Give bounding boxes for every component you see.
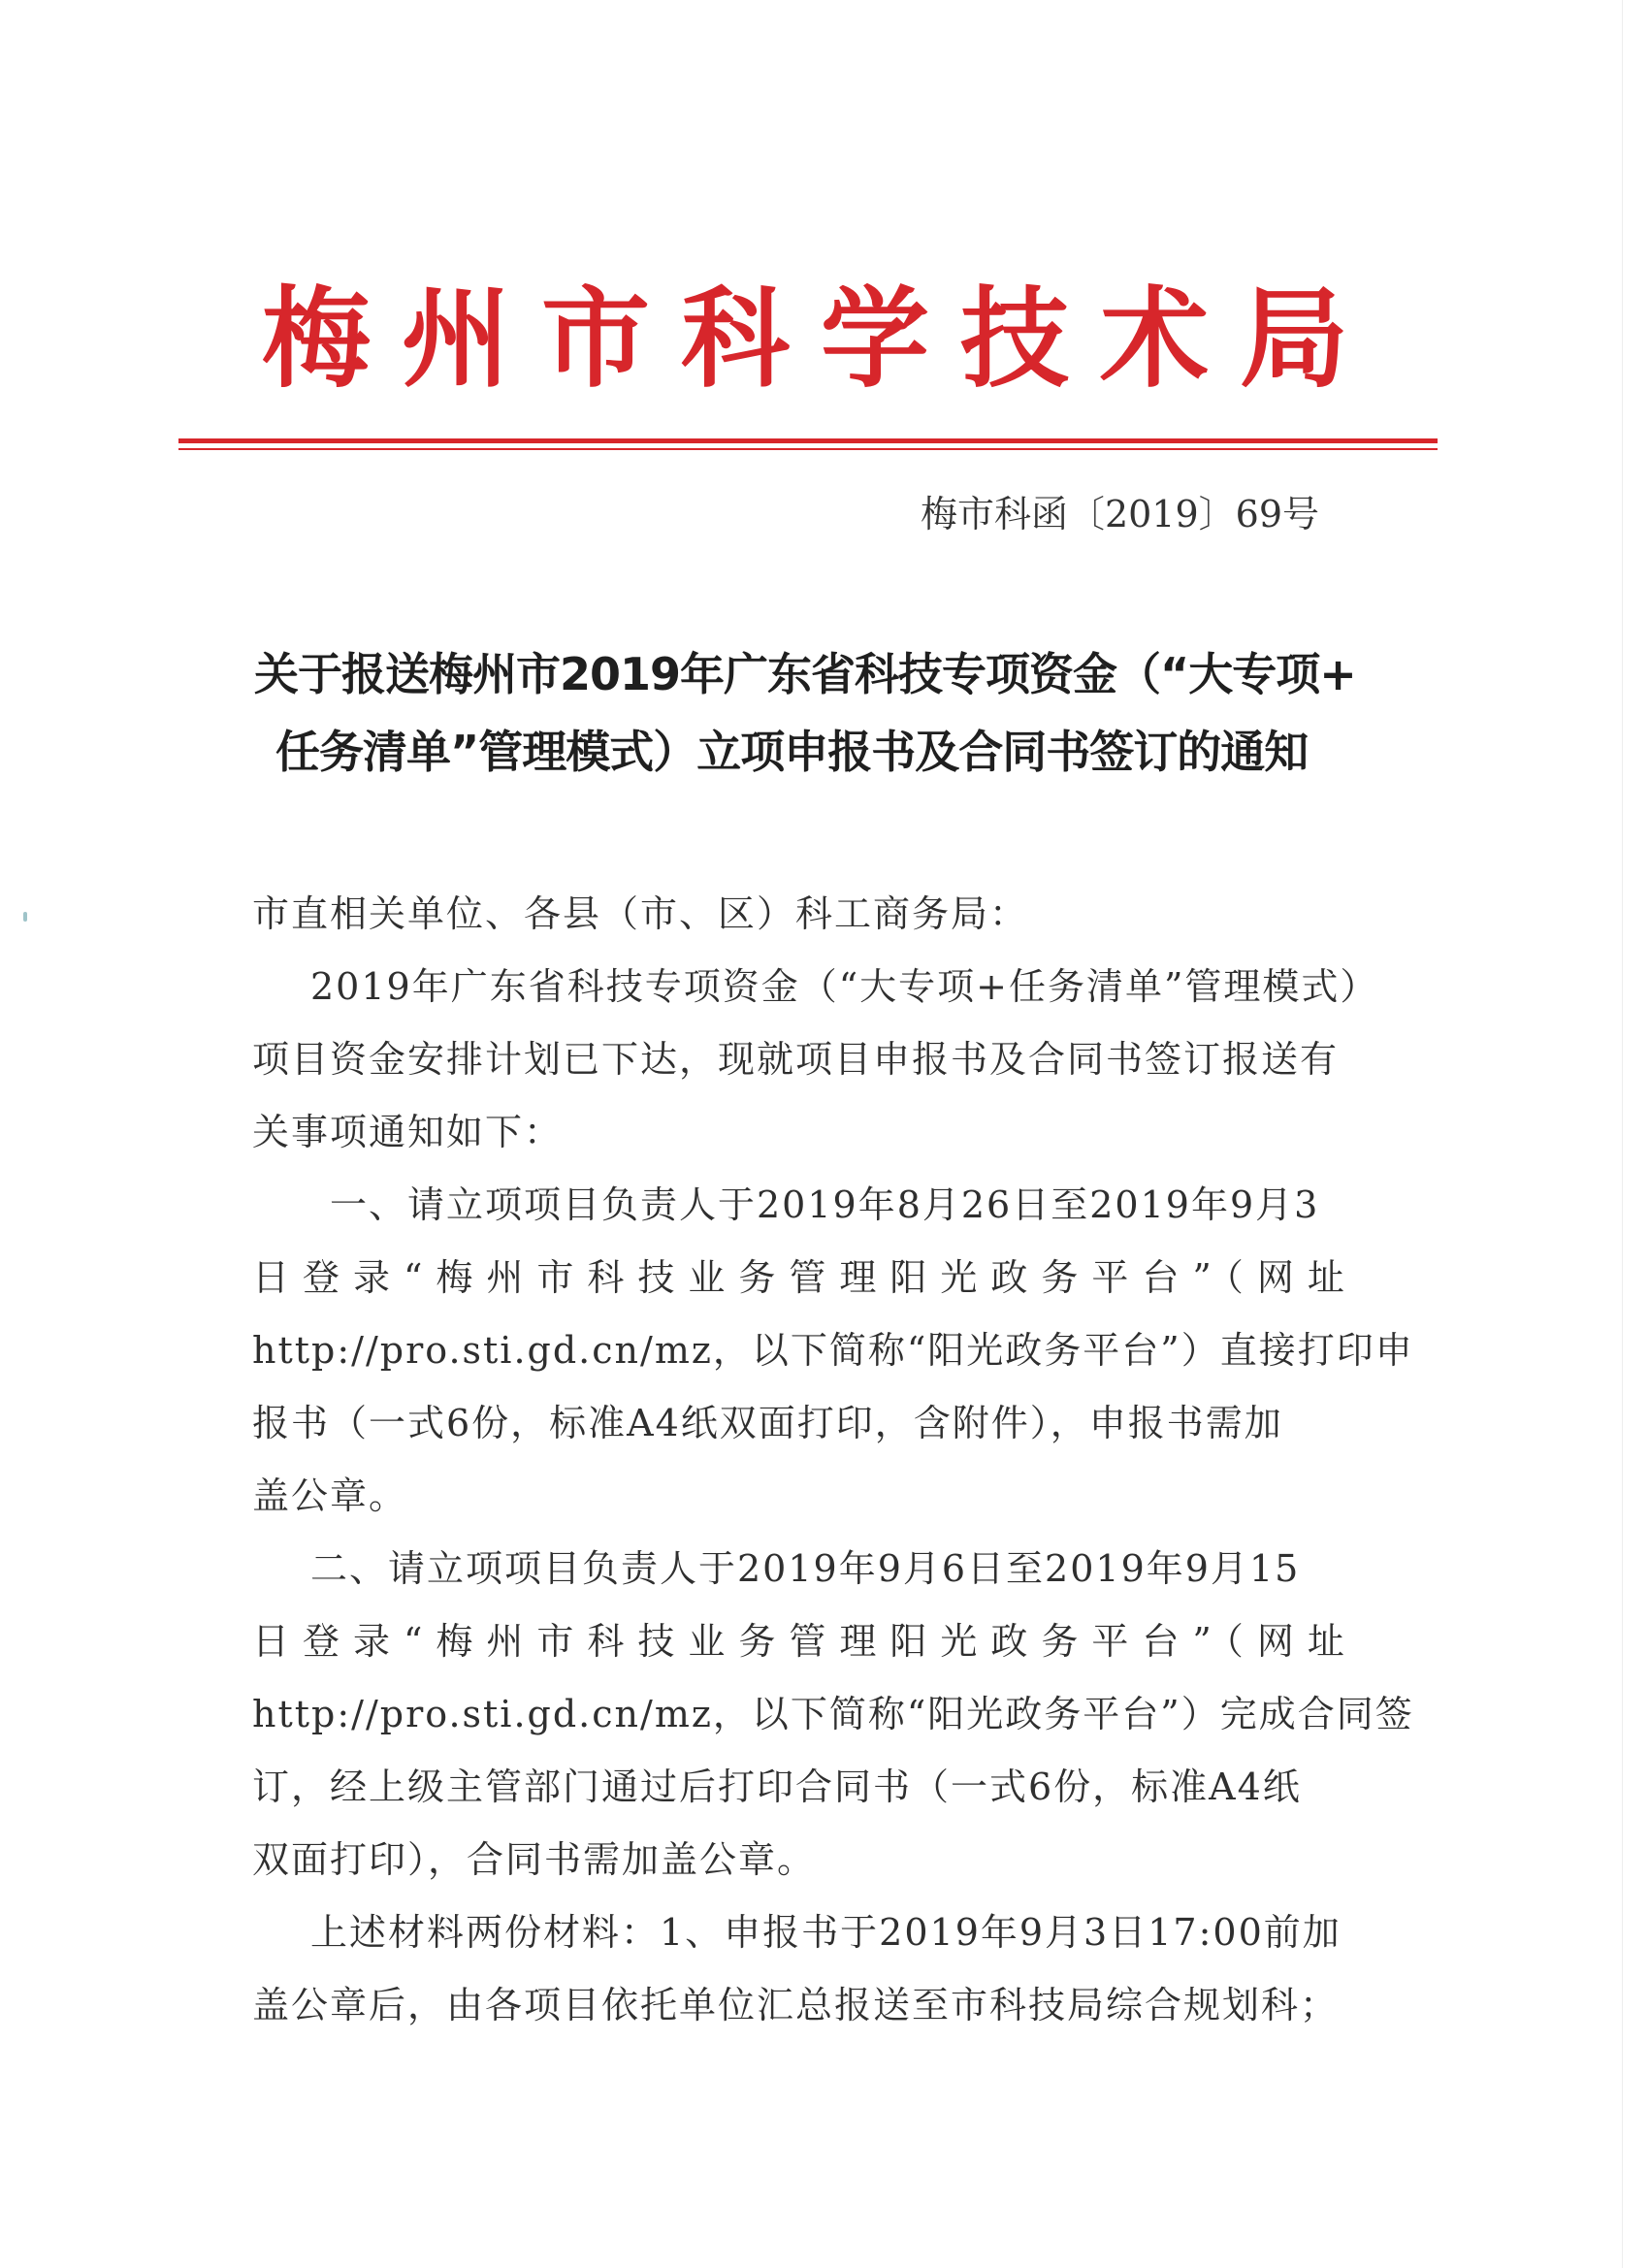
notice-title-line-2: 任务清单”管理模式）立项申报书及合同书签订的通知 (275, 726, 1309, 778)
item-1-line-4: 报书（一式6份，标准A4纸双面打印，含附件），申报书需加 (252, 1402, 1283, 1444)
scan-edge (1622, 0, 1623, 2268)
intro-line-3: 关事项通知如下： (252, 1111, 564, 1153)
intro-line-2: 项目资金安排计划已下达，现就项目申报书及合同书签订报送有 (252, 1038, 1340, 1081)
notice-body (252, 878, 1414, 2042)
document-number: 梅市科函〔2019〕69号 (920, 493, 1319, 535)
notice-title (254, 635, 1370, 791)
letterhead-org-name: 梅州市科学技术局 (262, 276, 1379, 403)
salutation: 市直相关单位、各县（市、区）科工商务局： (252, 892, 1029, 935)
item-1-line-3: http://pro.sti.gd.cn/mz，以下简称“阳光政务平台”）直接打印申 (252, 1329, 1414, 1372)
letterhead-rule-thin (178, 448, 1438, 450)
item-2-line-2: 日登录“梅州市科技业务管理阳光政务平台”（网址 (252, 1620, 1358, 1663)
item-1-line-1: 一、请立项项目负责人于2019年8月26日至2019年9月3 (330, 1183, 1320, 1226)
item-1-line-5: 盖公章。 (252, 1474, 408, 1517)
item-1-line-2: 日登录“梅州市科技业务管理阳光政务平台”（网址 (252, 1256, 1358, 1299)
item-2-line-1: 二、请立项项目负责人于2019年9月6日至2019年9月15 (310, 1547, 1301, 1590)
closing-line-2: 盖公章后，由各项目依托单位汇总报送至市科技局综合规划科； (252, 1984, 1340, 2026)
intro-line-1: 2019年广东省科技专项资金（“大专项+任务清单”管理模式） (310, 965, 1379, 1008)
item-2-line-3: http://pro.sti.gd.cn/mz，以下简称“阳光政务平台”）完成合同签 (252, 1693, 1414, 1735)
item-2-line-4: 订，经上级主管部门通过后打印合同书（一式6份，标准A4纸 (252, 1766, 1302, 1808)
closing-line-1: 上述材料两份材料：1、申报书于2019年9月3日17:00前加 (310, 1911, 1342, 1954)
item-2-line-5: 双面打印），合同书需加盖公章。 (252, 1838, 817, 1881)
scan-mark (23, 912, 27, 922)
notice-title-line-1: 关于报送梅州市2019年广东省科技专项资金（“大专项+ (254, 648, 1356, 700)
letterhead-rule-thick (178, 438, 1438, 443)
